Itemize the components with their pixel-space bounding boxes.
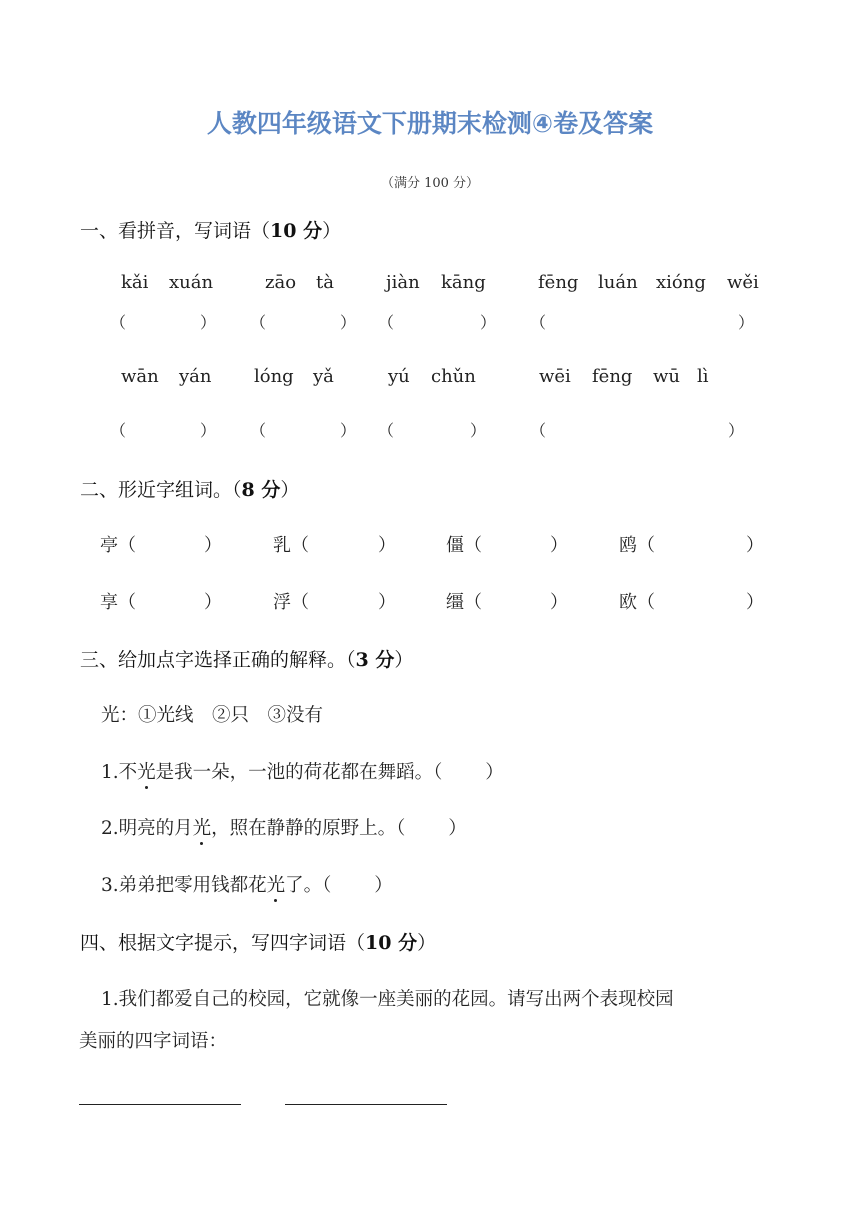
pinyin: tà (316, 272, 334, 293)
pinyin: yú (388, 366, 410, 387)
answer-paren-close: ） (200, 313, 217, 332)
char-cell: 乳（ (273, 535, 309, 556)
question-line: 美丽的四字词语： (79, 1031, 228, 1052)
pinyin: wān (121, 366, 159, 387)
section-2-heading-text: 二、形近字组词。（ (80, 479, 242, 501)
answer-paren-close: ） (340, 313, 357, 332)
char-cell-close: ） (204, 535, 222, 556)
char-cell: 享（ (100, 592, 136, 613)
question-line: 1.我们都爱自己的校园，它就像一座美丽的花园。请写出两个表现校园 (101, 989, 674, 1010)
pinyin: kǎi (121, 272, 149, 293)
dotted-char: 光 (193, 814, 212, 840)
question-item (101, 871, 393, 897)
char-cell: 亭（ (100, 535, 136, 556)
question-text: ，照在静静的原野上。（ ） (211, 818, 467, 839)
pinyin: fēng (538, 272, 579, 293)
page-subtitle: （满分 100 分） (380, 176, 480, 191)
pinyin: jiàn (386, 272, 420, 293)
section-4-heading-text: 四、根据文字提示，写四字词语（ (80, 932, 366, 954)
section-1-points: 10 分 (270, 220, 323, 242)
section-4-heading (80, 928, 436, 955)
section-1-heading-close: ） (322, 220, 342, 242)
question-text: 2.明亮的月 (101, 818, 193, 839)
answer-paren-open: （ (250, 421, 267, 440)
section-1-heading-text: 一、看拼音，写词语（ (80, 220, 271, 242)
section-1-heading (80, 216, 341, 243)
pinyin: kāng (441, 272, 486, 293)
answer-paren-close: ） (480, 313, 497, 332)
char-cell-close: ） (204, 592, 222, 613)
section-3-heading (80, 645, 413, 672)
char-cell-close: ） (550, 592, 568, 613)
answer-paren-open: （ (378, 313, 395, 332)
question-text: 3.弟弟把零用钱都花 (101, 875, 267, 896)
pinyin: xuán (169, 272, 214, 293)
dotted-char: 光 (137, 758, 156, 784)
dotted-char: 光 (267, 871, 286, 897)
answer-paren-close: ） (200, 421, 217, 440)
char-cell-close: ） (378, 535, 396, 556)
section-3-points: 3 分 (355, 649, 395, 671)
char-cell: 欧（ (619, 592, 655, 613)
pinyin: wū (653, 366, 680, 387)
char-cell-close: ） (746, 535, 764, 556)
pinyin: zāo (265, 272, 297, 293)
answer-paren-open: （ (530, 313, 547, 332)
meaning-options: 光：①光线 ②只 ③没有 (101, 705, 324, 726)
answer-paren-close: ） (340, 421, 357, 440)
answer-paren-close: ） (470, 421, 487, 440)
char-cell: 僵（ (446, 535, 482, 556)
section-2-points: 8 分 (241, 479, 281, 501)
pinyin: yán (179, 366, 212, 387)
answer-paren-open: （ (530, 421, 547, 440)
char-cell: 浮（ (273, 592, 309, 613)
answer-paren-close: ） (738, 313, 755, 332)
pinyin: fēng (592, 366, 633, 387)
question-text: 了。（ ） (285, 875, 393, 896)
char-cell: 鸥（ (619, 535, 655, 556)
answer-paren-open: （ (250, 313, 267, 332)
pinyin: wēi (539, 366, 571, 387)
char-cell-close: ） (746, 592, 764, 613)
section-2-heading-close: ） (280, 479, 300, 501)
pinyin: lóng (254, 366, 294, 387)
question-text: 是我一朵，一池的荷花都在舞蹈。（ ） (155, 762, 504, 783)
pinyin: xióng (656, 272, 706, 293)
question-text: 1.不 (101, 762, 138, 783)
answer-paren-close: ） (728, 421, 745, 440)
char-cell: 缰（ (446, 592, 482, 613)
char-cell-close: ） (550, 535, 568, 556)
pinyin: lì (697, 366, 709, 387)
section-3-heading-text: 三、给加点字选择正确的解释。（ (80, 649, 356, 671)
page-title: 人教四年级语文下册期末检测④卷及答案 (206, 109, 654, 138)
pinyin: wěi (727, 272, 759, 293)
section-4-heading-close: ） (417, 932, 437, 954)
pinyin: luán (598, 272, 638, 293)
answer-paren-open: （ (378, 421, 395, 440)
section-4-points: 10 分 (365, 932, 418, 954)
answer-blank-line[interactable] (79, 1104, 241, 1105)
answer-blank-line[interactable] (285, 1104, 447, 1105)
answer-paren-open: （ (110, 421, 127, 440)
question-item (101, 814, 467, 840)
section-2-heading (80, 475, 299, 502)
pinyin: chǔn (431, 366, 476, 387)
question-item (101, 758, 504, 784)
answer-paren-open: （ (110, 313, 127, 332)
pinyin: yǎ (313, 366, 334, 387)
char-cell-close: ） (378, 592, 396, 613)
section-3-heading-close: ） (394, 649, 414, 671)
